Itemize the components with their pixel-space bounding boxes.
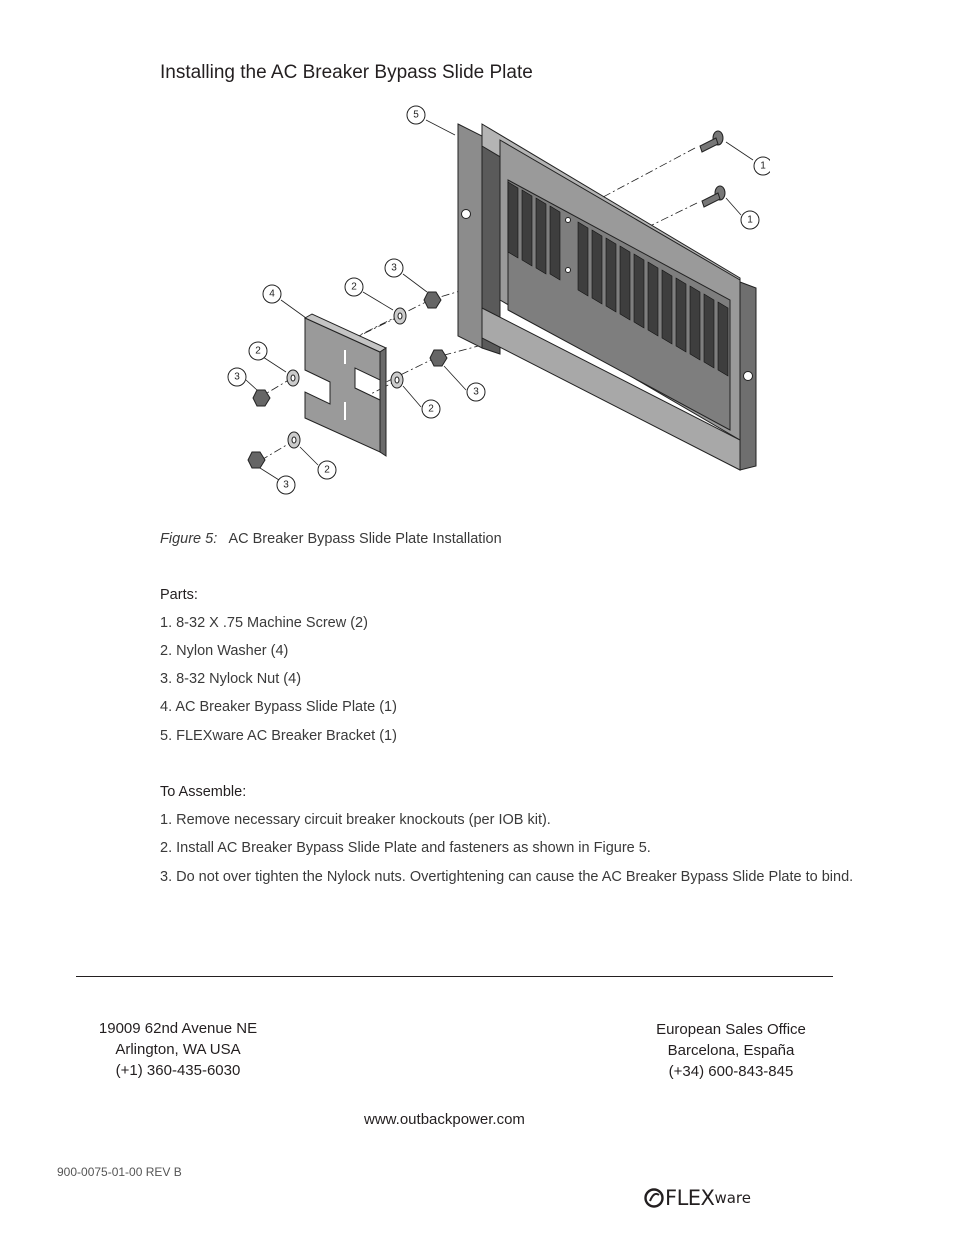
callout-label: 4	[269, 288, 275, 300]
callout-label: 2	[428, 403, 434, 415]
address-line: (+34) 600-843-845	[668, 1063, 794, 1080]
callout-label: 1	[760, 160, 766, 172]
list-item: 2. Nylon Washer (4)	[160, 643, 289, 659]
callout-label: 1	[747, 214, 753, 226]
flexware-logo	[643, 1184, 788, 1212]
address-line: 19009 62nd Avenue NE	[98, 1020, 258, 1037]
parts-heading: Parts:	[160, 587, 198, 603]
list-item: 3. 8-32 Nylock Nut (4)	[160, 671, 302, 687]
website-link[interactable]: www.outbackpower.com	[364, 1111, 525, 1128]
logo-flex-text: FLEX	[665, 1186, 715, 1210]
list-item: 1. 8-32 X .75 Machine Screw (2)	[160, 615, 368, 631]
footer-divider	[76, 976, 833, 977]
callout-label: 2	[255, 345, 261, 357]
address-line: Barcelona, España	[667, 1042, 795, 1059]
figure-caption-text: AC Breaker Bypass Slide Plate Installation	[228, 531, 502, 547]
address-line: (+1) 360-435-6030	[115, 1062, 241, 1079]
slide-plate	[305, 314, 386, 456]
callout-label: 3	[283, 479, 289, 491]
logo-ware-text: ware	[714, 1189, 751, 1207]
machine-screws	[700, 131, 725, 207]
address-line: Arlington, WA USA	[115, 1041, 241, 1058]
callout-label: 2	[351, 281, 357, 293]
callout-label: 5	[413, 109, 419, 121]
list-item: 2. Install AC Breaker Bypass Slide Plate and fasteners as shown in Figure 5.	[160, 840, 651, 856]
list-item: 5. FLEXware AC Breaker Bracket (1)	[160, 728, 397, 744]
callout-label: 3	[234, 371, 240, 383]
page-title: Installing the AC Breaker Bypass Slide Plate	[160, 62, 533, 83]
address-line: European Sales Office	[656, 1021, 806, 1038]
figure-caption-label: Figure 5:	[160, 531, 218, 547]
list-item: 1. Remove necessary circuit breaker knockouts (per IOB kit).	[160, 812, 551, 828]
callout-label: 3	[391, 262, 397, 274]
callout-label: 2	[324, 464, 330, 476]
document-number: 900-0075-01-00 REV B	[57, 1165, 182, 1179]
figure-caption	[160, 531, 502, 547]
bracket-face	[482, 124, 756, 470]
eu-office-address	[641, 1019, 821, 1082]
us-office-address	[86, 1018, 270, 1081]
exploded-assembly-figure	[222, 104, 770, 500]
list-item: 4. AC Breaker Bypass Slide Plate (1)	[160, 699, 397, 715]
assemble-heading: To Assemble:	[160, 784, 247, 800]
outback-swirl-icon	[643, 1187, 665, 1209]
callout-label: 3	[473, 386, 479, 398]
list-item: 3. Do not over tighten the Nylock nuts. Overtightening can cause the AC Breaker Bypass Slide Plate to bind.	[160, 869, 854, 885]
